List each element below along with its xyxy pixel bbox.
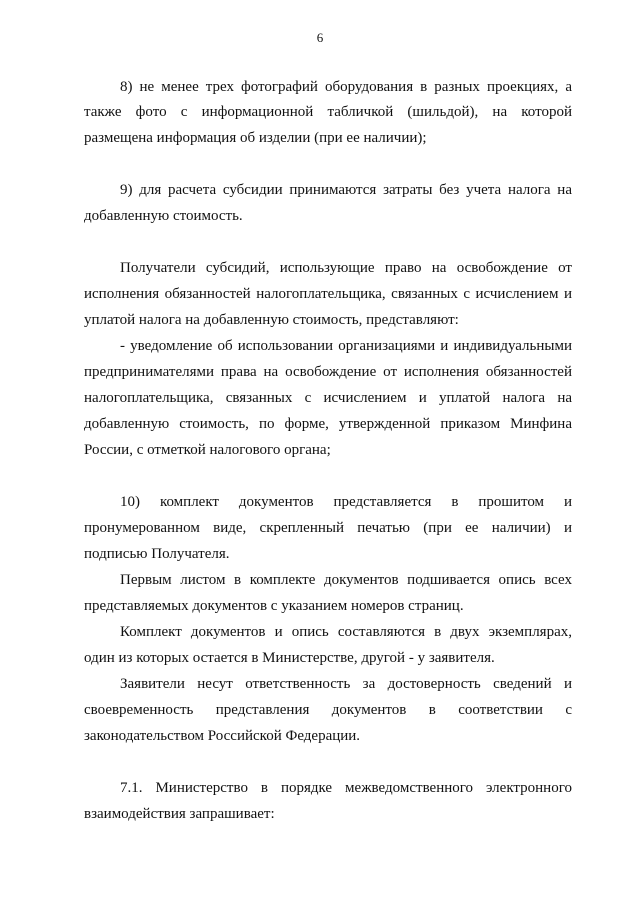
text-line: Заявители несут ответственность за достоверность сведений и <box>120 676 572 692</box>
text-line: 8) не менее трех фотографий оборудования в разных проекциях, а <box>120 79 572 95</box>
text-line: предпринимателями права на освобождение от исполнения обязанностей <box>84 364 572 380</box>
text-line: налогоплательщика, связанных с исчислением и уплатой налога на <box>84 390 572 406</box>
text-line: также фото с информационной табличкой (шильдой), на которой <box>84 104 572 120</box>
text-line: добавленную стоимость, по форме, утвержденной приказом Минфина <box>84 416 572 432</box>
text-line: Комплект документов и опись составляются в двух экземплярах, <box>120 624 572 640</box>
page-number: 6 <box>316 30 324 45</box>
text-line: пронумерованном виде, скрепленный печатью (при ее наличии) и <box>84 520 572 536</box>
text-line: Первым листом в комплекте документов подшивается опись всех <box>120 572 572 588</box>
text-line: размещена информация об изделии (при ее наличии); <box>84 130 427 146</box>
text-line: подписью Получателя. <box>84 546 230 562</box>
text-line: своевременность представления документов в соответствии с <box>84 702 572 718</box>
text-line: один из которых остается в Министерстве, другой - у заявителя. <box>84 650 495 666</box>
text-line: 7.1. Министерство в порядке межведомственного электронного <box>120 780 572 796</box>
text-line: - уведомление об использовании организациями и индивидуальными <box>120 338 572 354</box>
text-line: России, с отметкой налогового органа; <box>84 442 331 458</box>
text-line: взаимодействия запрашивает: <box>84 806 275 822</box>
text-line: законодательством Российской Федерации. <box>84 728 361 744</box>
text-line: исполнения обязанностей налогоплательщика, связанных с исчислением и <box>84 286 572 302</box>
text-line: 9) для расчета субсидии принимаются затраты без учета налога на <box>120 182 572 198</box>
text-line: добавленную стоимость. <box>84 208 243 224</box>
text-line: представляемых документов с указанием номеров страниц. <box>84 598 464 614</box>
text-line: 10) комплект документов представляется в прошитом и <box>120 494 572 510</box>
text-line: Получатели субсидий, использующие право на освобождение от <box>120 260 572 276</box>
text-line: уплатой налога на добавленную стоимость, представляют: <box>84 312 459 328</box>
